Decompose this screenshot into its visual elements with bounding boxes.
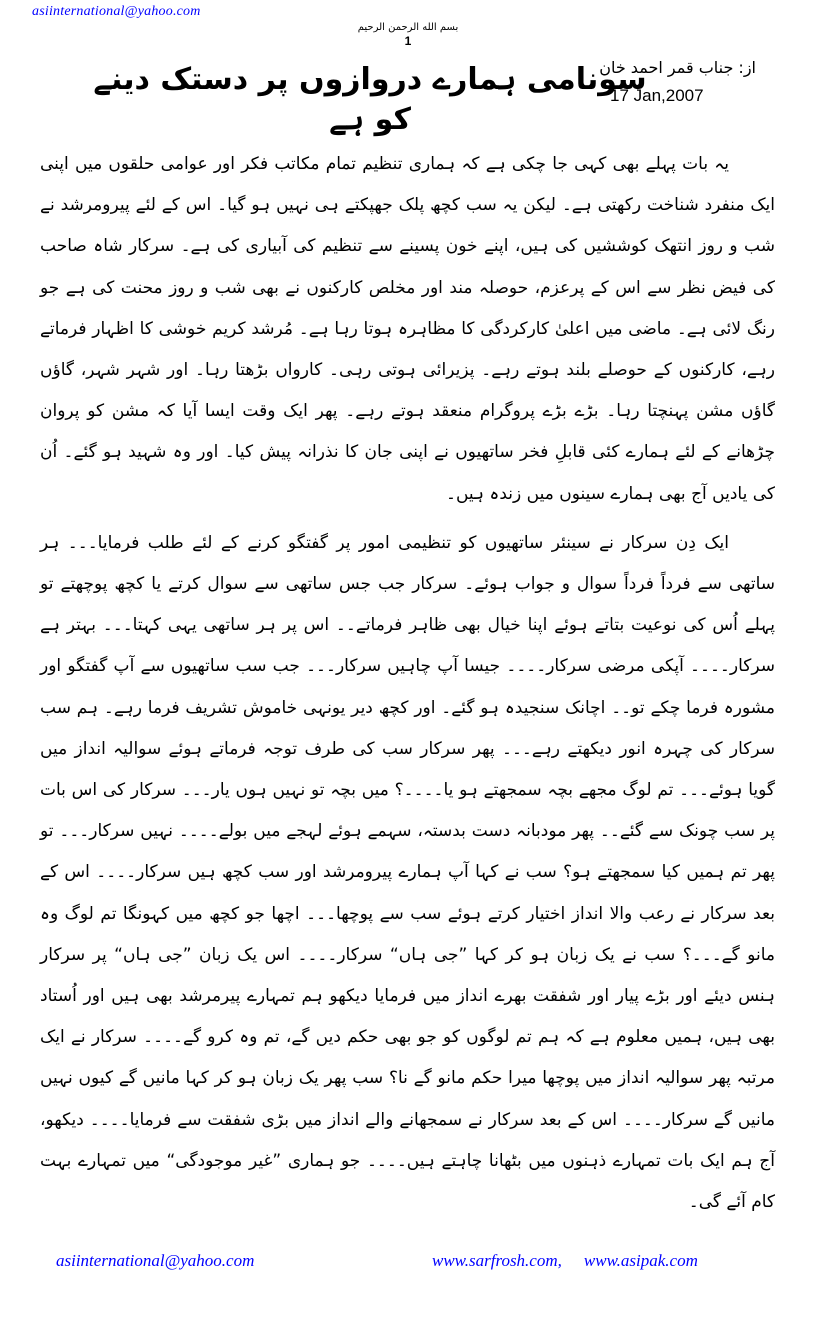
- article-body: [40, 144, 775, 1223]
- paragraph-2: ایک دِن سرکار نے سینئر ساتھیوں کو تنظیمی امور پر گفتگو کرنے کے لئے طلب فرمایا۔۔۔ ہر ساتھی سے فرداً فرداً سوال و جواب ہوئے۔ سرکار جب جس ساتھی سے سوال کرتے یا کچھ پوچھتے تو پہلے اُس کی نوعیت بتاتے ہوئے اپنا خیال بھی ظاہر فرماتے۔۔ اس پر ہر ساتھی یہی کہتا۔۔۔ بہتر ہے سرکار۔۔۔۔ آپکی مرضی سرکار۔۔۔۔ جیسا آپ چاہیں سرکار۔۔۔ جب سب ساتھیوں سے آپ گفتگو اور مشورہ فرما چکے تو۔۔ اچانک سنجیدہ ہو گئے۔ اور کچھ دیر یونہی خاموش تشریف فرما رہے۔ ہم سب سرکار کی چہرہ انور دیکھتے رہے۔۔۔ پھر سرکار سب کی طرف توجہ فرماتے ہوئے سوالیہ انداز میں گویا ہوئے۔۔۔ تم لوگ مجھے بچہ سمجھتے ہو یا۔۔۔۔؟ میں بچہ تو نہیں ہوں یار۔۔۔ سرکار کی اس بات پر سب چونک سے گئے۔۔ پھر مودبانہ دست بدستہ، سہمے ہوئے لہجے میں بولے۔۔۔۔ نہیں سرکار۔۔۔ تو پھر تم ہمیں کیا سمجھتے ہو؟ سب نے کہا آپ ہمارے پیرومرشد اور سب کچھ ہیں سرکار۔۔۔۔ اس کے بعد سرکار نے رعب والا انداز اختیار کرتے ہوئے سب سے پوچھا۔۔۔ اچھا جو کچھ میں کہونگا تم لوگ وہ مانو گے۔۔۔؟ سب نے یک زبان ہو کر کہا ”جی ہاں“ سرکار۔۔۔۔ اس یک زبان ”جی ہاں“ پر سرکار ہنس دیئے اور بڑے پیار اور شفقت بھرے انداز میں فرمایا دیکھو ہم تمہارے پیرمرشد بھی ہیں اور اُستاد بھی ہیں، ہمیں معلوم ہے کہ ہم تم لوگوں کو جو بھی حکم دیں گے، تم وہ کرو گے۔۔۔۔ سرکار نے ایک مرتبہ پھر سوالیہ انداز میں پوچھا میرا حکم مانو گے نا؟ سب پھر یک زبان ہو کر کہا مانیں گے کیوں نہیں مانیں گے سرکار۔۔۔۔ اس کے بعد سرکار نے سمجھانے والے انداز میں بڑی شفقت سے فرمایا۔۔۔۔ دیکھو، آج ہم ایک بات تمہارے ذہنوں میں بٹھانا چاہتے ہیں۔۔۔۔ جو ہماری ”غیر موجودگی“ میں تمہارے بہت کام آئے گی۔: [40, 532, 775, 1213]
- header-email-link[interactable]: asiinternational@yahoo.com: [32, 4, 201, 19]
- article-title: سونامی ہمارے دروازوں پر دستک دینے کو ہے: [93, 62, 647, 137]
- paragraph-1: یہ بات پہلے بھی کہی جا چکی ہے کہ ہماری تنظیم تمام مکاتب فکر اور عوامی حلقوں میں اپنی ایک منفرد شناخت رکھتی ہے۔ لیکن یہ سب کچھ پلک جھپکتے ہی نہیں ہو گیا۔ اس کے لئے پیرومرشد نے شب و روز انتھک کوششیں کی ہیں، اپنے خون پسینے سے تنظیم کی آبیاری کی ہے۔ سرکار شاہ صاحب کی فیض نظر سے اس کے پرعزم، حوصلہ مند اور مخلص کارکنوں نے بھی شب و روز محنت کی ہے جو رنگ لائی ہے۔ ماضی میں اعلیٰ کارکردگی کا مظاہرہ ہوتا رہا ہے۔ مُرشد کریم خوشی کا اظہار فرماتے رہے، کارکنوں کے حوصلے بلند ہوتے رہے۔ پزیرائی ہوتی رہی۔ کارواں بڑھتا رہا۔ اور شہر شہر، گاؤں گاؤں مشن پہنچتا رہا۔ بڑے بڑے پروگرام منعقد ہوتے رہے۔ پھر ایک وقت ایسا آیا کہ مشن کو پروان چڑھانے کے لئے ہمارے کئی قابلِ فخر ساتھیوں نے اپنی جان کا نذرانہ پیش کیا۔ اور وہ شہید ہو گئے۔ اُن کی یادیں آج بھی ہمارے سینوں میں زندہ ہیں۔: [40, 154, 775, 504]
- footer-email-link[interactable]: asiinternational@yahoo.com: [56, 1251, 255, 1270]
- article-date: 17 Jan,2007: [610, 86, 704, 105]
- footer-link-asipak[interactable]: www.asipak.com: [583, 1251, 698, 1270]
- author-byline: از: جناب قمر احمد خان: [599, 58, 756, 77]
- footer-links: [432, 1251, 698, 1271]
- bismillah-heading: بسم الله الرحمن الرحیم: [357, 22, 459, 33]
- footer-link-sarfrosh[interactable]: www.sarfrosh.com,: [432, 1251, 562, 1270]
- page-number: 1: [404, 34, 412, 48]
